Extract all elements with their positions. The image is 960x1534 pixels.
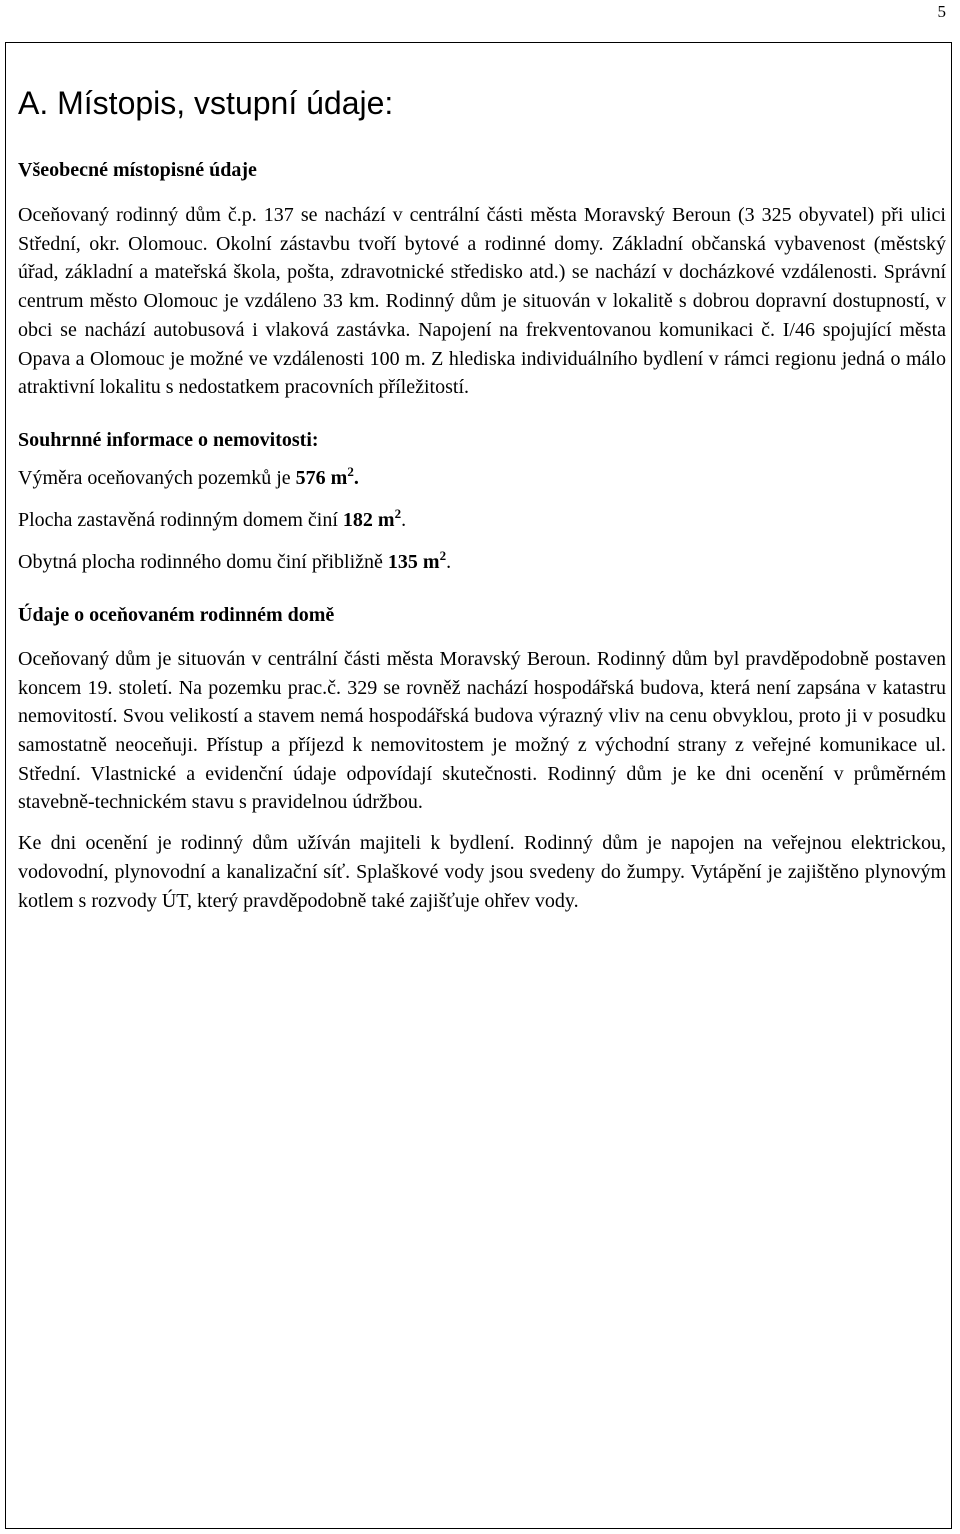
summary-value: 576 m [295,466,348,489]
summary-suffix: . [401,508,407,531]
summary-label: Plocha zastavěná rodinným domem činí [18,508,343,531]
house-details-heading: Údaje o oceňovaném rodinném domě [18,603,335,626]
summary-value: 135 m [387,550,440,573]
summary-living-area [18,548,946,578]
summary-land-area [18,464,946,494]
summary-value: 182 m [342,508,395,531]
unit-exponent: 2 [394,505,402,521]
unit-exponent: 2 [347,463,354,479]
summary-suffix: . [353,466,359,489]
house-details-paragraph-1: Oceňovaný dům je situován v centrální části města Moravský Beroun. Rodinný dům byl pravděpodobně postaven koncem 19. století. Na pozemku prac.č. 329 se rovněž nachází hospodářská budova, která není zapsána v katastru nemovitostí. Svou velikostí a stavem nemá hospodářská budova výrazný vliv na cenu obvyklou, proto ji v posudku samostatně neoceňuji. Přístup a příjezd k nemovitostem je možný z východní strany z veřejné komunikace ul. Střední. Vlastnické a evidenční údaje odpovídají skutečnosti. Rodinný dům je ke dni ocenění v průměrném stavebně-technickém stavu s pravidelnou údržbou. [18,647,946,814]
summary-label: Výměra oceňovaných pozemků je [18,466,296,489]
summary-label: Obytná plocha rodinného domu činí přibližně [18,550,388,573]
summary-built-area [18,506,946,536]
summary-suffix: . [446,550,452,573]
document-content [18,78,946,915]
general-info-paragraph: Oceňovaný rodinný dům č.p. 137 se nachází v centrální části města Moravský Beroun (3 325 obyvatel) při ulici Střední, okr. Olomouc. Okolní zástavbu tvoří bytové a rodinné domy. Základní občanská vybavenost (městský úřad, základní a mateřská škola, pošta, zdravotnické středisko atd.) se nachází v docházkové vzdálenosti. Správní centrum město Olomouc je vzdáleno 33 km. Rodinný dům je situován v lokalitě s dobrou dopravní dostupností, v obci se nachází autobusová i vlaková zastávka. Napojení na frekventovanou komunikaci č. I/46 spojující města Opava a Olomouc je možné ve vzdálenosti 100 m. Z hlediska individuálního bydlení v rámci regionu jedná o málo atraktivní lokalitu s nedostatkem pracovních příležitostí. [18,204,946,399]
unit-exponent: 2 [439,547,447,563]
house-details-paragraph-2: Ke dni ocenění je rodinný dům užíván majiteli k bydlení. Rodinný dům je napojen na veřejnou elektrickou, vodovodní, plynovodní a kanalizační síť. Splaškové vody jsou svedeny do žumpy. Vytápění je zajištěno plynovým kotlem s rozvody ÚT, který pravděpodobně také zajišťuje ohřev vody. [18,832,946,912]
general-info-heading: Všeobecné místopisné údaje [18,159,257,181]
page-number: 5 [937,2,946,21]
summary-heading: Souhrnné informace o nemovitosti: [18,428,319,451]
section-title: A. Místopis, vstupní údaje: [18,85,394,121]
